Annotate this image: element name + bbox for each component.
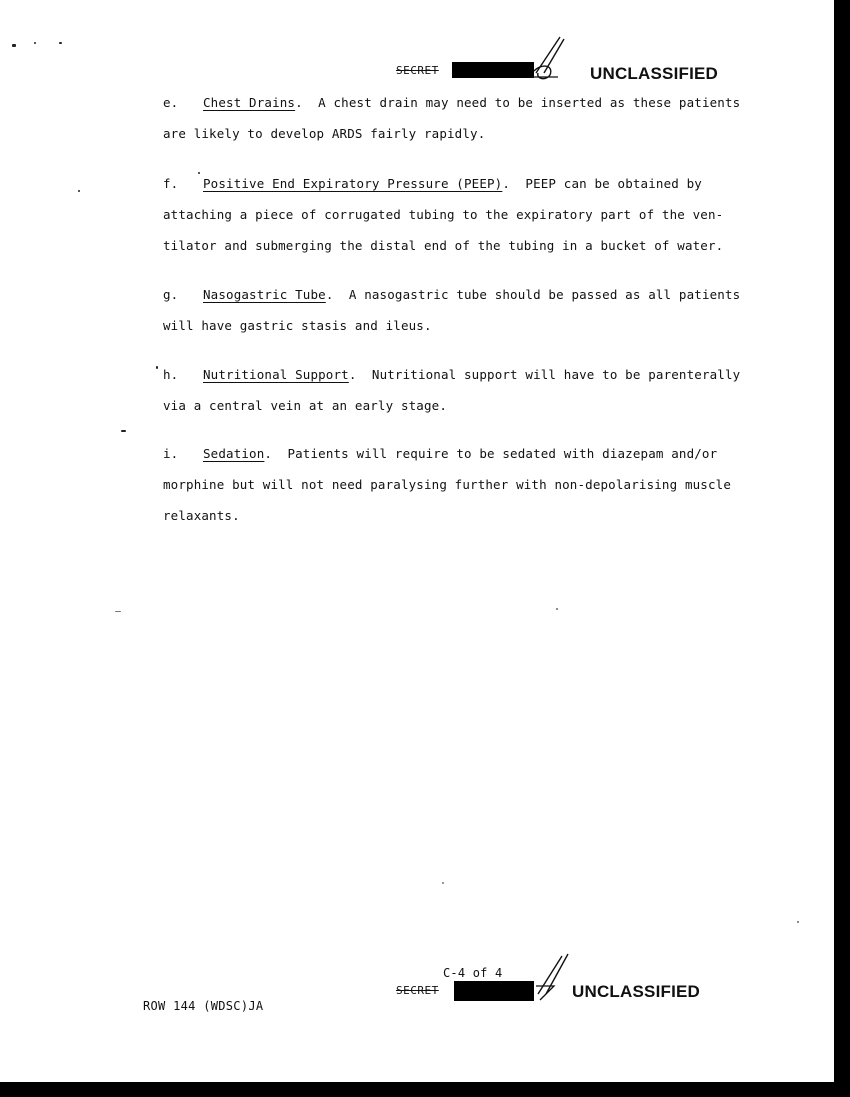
item-f-peep [163,168,803,261]
paragraph-text: Patients will require to be sedated with diazepam and/or [287,446,718,461]
item-marker: g. [163,287,179,302]
paragraph-line [163,87,803,118]
item-h-nutritional-support [163,359,803,421]
item-e-chest-drains [163,87,803,149]
unclassified-label: UNCLASSIFIED [572,982,701,1001]
item-marker: h. [163,367,179,382]
scan-speck [156,366,158,369]
paragraph-line: attaching a piece of corrugated tubing to the expiratory part of the ven- [163,207,724,222]
item-heading: Nasogastric Tube [203,287,326,302]
heading-suffix: . [325,287,334,302]
paragraph-line: relaxants. [163,508,240,523]
document-reference: ROW 144 (WDSC)JA [143,999,264,1013]
paragraph-line: morphine but will not need paralysing further with non-depolarising muscle [163,477,731,492]
scan-speck [59,42,62,44]
scan-border-bottom [0,1082,850,1097]
item-marker: e. [163,95,179,110]
handwritten-initials-mark [528,33,578,83]
paragraph-line [163,359,803,390]
item-marker: f. [163,176,179,191]
heading-suffix: . [348,367,357,382]
paragraph-line [163,438,803,469]
scan-speck [442,882,444,884]
paragraph-line: via a central vein at an early stage. [163,398,447,413]
scan-speck [115,611,121,612]
paragraph-text: Nutritional support will have to be parenterally [371,367,741,382]
paragraph-line: tilator and submerging the distal end of the tubing in a bucket of water. [163,238,724,253]
paragraph-text: A chest drain may need to be inserted as these patients [318,95,741,110]
heading-suffix: . [264,446,273,461]
paragraph-line: are likely to develop ARDS fairly rapidly. [163,126,486,141]
item-i-sedation [163,438,803,531]
item-heading: Sedation [203,446,265,461]
paragraph-text: PEEP can be obtained by [525,176,702,191]
struck-secret-label: SECRET [396,64,439,77]
redaction-bar [454,981,534,1001]
item-heading: Nutritional Support [203,367,349,382]
paragraph-line: will have gastric stasis and ileus. [163,318,432,333]
paragraph-line [163,279,803,310]
scan-speck [556,608,558,610]
page-number: C-4 of 4 [443,966,503,980]
scan-speck [12,44,16,47]
item-g-nasogastric-tube [163,279,803,341]
scan-speck [34,42,36,44]
item-marker: i. [163,446,179,461]
scan-speck [797,921,799,923]
paragraph-text: A nasogastric tube should be passed as all patients [348,287,741,302]
struck-secret-label: SECRET [396,984,439,997]
header-classification-marking [392,33,732,83]
unclassified-label: UNCLASSIFIED [590,64,719,83]
heading-suffix: . [295,95,303,110]
scan-speck [121,430,126,432]
redaction-bar [452,62,534,78]
scan-speck [78,190,80,192]
scan-border-right [834,0,850,1097]
paragraph-line [163,168,803,199]
item-heading: Positive End Expiratory Pressure (PEEP) [203,176,503,191]
heading-suffix: . [502,176,511,191]
footer-classification-marking [392,952,722,1001]
item-heading: Chest Drains [203,95,296,110]
